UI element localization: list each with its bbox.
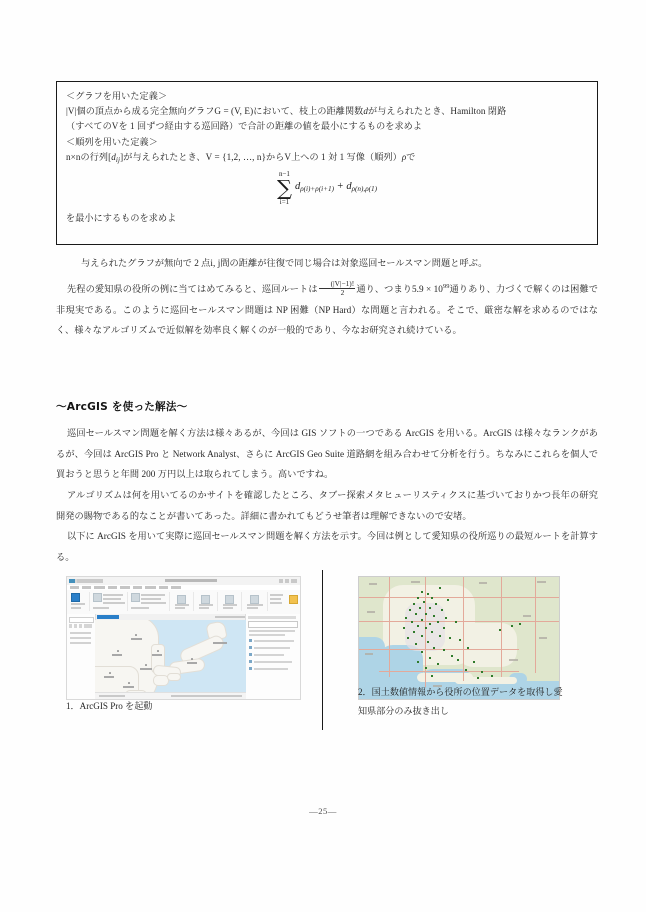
summation-expression	[277, 170, 377, 206]
quick-access-toolbar-icon[interactable]	[69, 579, 103, 583]
perm-def-line1-part-b: が与えられたとき、V = {1,2, …, n}からV上への 1 対 1 写像（順列）	[123, 151, 402, 162]
catalog-pane[interactable]	[245, 614, 300, 699]
place-label	[479, 582, 487, 584]
office-marker	[407, 637, 409, 639]
paragraph-algorithm: アルゴリズムは何を用いてるのかサイトを確認したところ、タブー探索メタヒューリスティクスに基づいておりかつ長年の研究開発の賜物である的なことが書いてあった。詳細に書かれてもどうせ筆者は理解できないので安堵。	[56, 490, 598, 521]
selection-item-1[interactable]	[141, 594, 165, 596]
office-marker	[425, 667, 427, 669]
office-marker	[445, 617, 447, 619]
formula-term-2: d	[346, 180, 352, 192]
office-marker	[421, 651, 423, 653]
city-label	[131, 638, 142, 640]
china-east-coast	[95, 666, 139, 693]
office-marker	[403, 627, 405, 629]
perm-def-rho-symbol: ρ	[401, 151, 407, 162]
city-label	[140, 668, 152, 670]
office-marker	[435, 603, 437, 605]
office-marker	[431, 597, 433, 599]
catalog-item-icon-1[interactable]	[249, 639, 252, 642]
arcgis-pro-window	[66, 576, 301, 700]
navigate-item-2[interactable]	[103, 598, 121, 600]
ribbon-group-labeling[interactable]	[195, 592, 218, 611]
city-marker	[109, 672, 111, 674]
catalog-item-icon-2[interactable]	[249, 646, 252, 649]
office-marker	[413, 603, 415, 605]
office-marker	[441, 609, 443, 611]
formula-term-1-subscript: ρ(i)+ρ(i+1)	[300, 184, 334, 193]
city-marker	[157, 650, 159, 652]
city-label	[152, 654, 162, 656]
office-marker	[467, 647, 469, 649]
ribbon-tab-insert[interactable]	[94, 586, 105, 589]
office-marker	[511, 625, 513, 627]
inquiry-label	[175, 604, 189, 606]
city-label	[104, 676, 114, 678]
office-marker	[431, 631, 433, 633]
summation-body	[292, 181, 377, 195]
sigma-symbol-group	[277, 170, 292, 206]
office-marker	[429, 657, 431, 659]
eastern-plain	[457, 623, 517, 667]
figure-aichi-office-points	[358, 576, 560, 700]
para2-part-c: 通りあり、力づくで解くのは困難で非現実である。このように巡回セールスマン問題は NP 困難（NP Hard）な問題と言われる。そこで、厳密な解を求めるのではなく、様々なアルゴリズムで近似解を効率良く解くのが一般的であり、今なお研究され続けている。	[56, 284, 598, 336]
catalog-item-label-1[interactable]	[254, 640, 294, 642]
office-marker	[457, 659, 459, 661]
perm-def-line1-part-a: n×nの行列	[66, 151, 109, 162]
settings-item-3[interactable]	[270, 602, 282, 604]
city-marker	[191, 658, 193, 660]
ribbon-tab-edit[interactable]	[133, 586, 142, 589]
para2-part-b: 通り、つまり5.9 × 10	[356, 284, 443, 295]
select-icon[interactable]	[131, 593, 140, 602]
catalog-item-icon-4[interactable]	[249, 660, 252, 663]
ribbon-group-navigate[interactable]	[91, 592, 128, 611]
ribbon-group-offline[interactable]	[219, 592, 242, 611]
offline-label	[223, 604, 237, 606]
graph-def-line1-part-a: |V|個の頂点から成る完全無向グラフG = (V, E)において、枝上の距離関数	[66, 106, 364, 117]
road-line-vertical	[535, 577, 536, 673]
office-marker	[443, 627, 445, 629]
ribbon-tab-help[interactable]	[171, 586, 181, 589]
ribbon-group-selection[interactable]	[129, 592, 170, 611]
place-label	[523, 615, 531, 617]
office-marker	[465, 669, 467, 671]
office-marker	[429, 607, 431, 609]
office-marker	[415, 643, 417, 645]
place-label	[411, 581, 420, 583]
explore-icon[interactable]	[93, 593, 102, 602]
ribbon-tab-analysis[interactable]	[108, 586, 117, 589]
map-canvas[interactable]	[95, 620, 246, 693]
animation-label	[247, 604, 263, 606]
navigate-group-label	[93, 607, 109, 609]
office-marker	[413, 631, 415, 633]
perm-def-matrix-symbol: d	[111, 151, 116, 162]
formula-plus-sign: +	[336, 180, 344, 192]
fraction-denominator: 2	[340, 288, 345, 298]
place-label	[509, 659, 518, 661]
settings-item-2[interactable]	[270, 598, 281, 600]
offline-icon[interactable]	[225, 595, 234, 604]
road-line	[379, 671, 519, 672]
road-line-vertical	[463, 577, 464, 681]
office-marker	[417, 661, 419, 663]
office-marker	[409, 609, 411, 611]
summation-formula	[66, 170, 588, 210]
ribbon-panel[interactable]	[67, 590, 300, 615]
office-marker	[427, 641, 429, 643]
office-marker	[421, 635, 423, 637]
office-marker	[405, 617, 407, 619]
office-marker	[519, 623, 521, 625]
selection-item-2[interactable]	[141, 598, 161, 600]
catalog-section-heading	[249, 630, 295, 632]
city-marker	[128, 682, 130, 684]
office-marker	[437, 621, 439, 623]
catalog-item-label-3[interactable]	[254, 654, 284, 656]
place-label	[539, 637, 547, 639]
route-count-fraction	[318, 280, 357, 298]
warning-icon[interactable]	[289, 595, 298, 604]
office-marker	[433, 647, 435, 649]
city-label	[187, 662, 197, 664]
fraction-numerator: (|V|−1)!	[319, 280, 356, 290]
paragraph-method-preview: 以下に ArcGIS を用いて実際に巡回セールスマン問題を解く方法を示す。今回は例として愛知県の役所巡りの最短ルートを計算する。	[56, 531, 598, 562]
ribbon-tab-imagery[interactable]	[145, 586, 156, 589]
shikoku-landmass	[167, 673, 181, 681]
city-marker	[135, 634, 137, 636]
office-marker	[451, 655, 453, 657]
road-line-vertical	[389, 577, 390, 677]
office-marker	[473, 661, 475, 663]
place-label	[369, 583, 377, 585]
contents-pane[interactable]	[67, 614, 96, 699]
ribbon-group-animation[interactable]	[243, 592, 268, 611]
paste-icon[interactable]	[71, 593, 80, 602]
paragraph-symmetric-tsp: 与えられたグラフが無向で 2 点i, j間の距離が往復で同じ場合は対象巡回セールスマン問題と呼ぶ。	[81, 258, 488, 268]
office-marker	[421, 619, 423, 621]
para2-part-a: 先程の愛知県の役所の例に当てはめてみると、巡回ルートは	[67, 284, 318, 295]
inquiry-sublabel	[175, 607, 185, 609]
paragraph-arcgis-intro: 巡回セールスマン問題を解く方法は様々あるが、今回は GIS ソフトの一つである ArcGIS を用いる。ArcGIS は様々なランクがあるが、今回は ArcGIS Pro と Network Analyst、さらに ArcGIS Geo Suite 道路網を組み合わせて分析を行う。ちなみにこれらを個人で買おうと思うと年間 200 万円以上は取られてしまう。高いですね。	[56, 428, 598, 480]
summation-lower-limit: i=1	[279, 197, 290, 206]
offline-sublabel	[223, 607, 233, 609]
office-marker	[447, 599, 449, 601]
office-marker	[425, 613, 427, 615]
sigma-icon: ∑	[276, 175, 292, 200]
office-marker	[443, 649, 445, 651]
summation-upper-limit: n−1	[278, 169, 290, 178]
labeling-label	[199, 604, 213, 606]
permutation-definition-title: ＜順列を用いた定義＞	[66, 136, 158, 147]
measure-icon[interactable]	[177, 595, 186, 604]
office-marker	[411, 621, 413, 623]
office-marker	[429, 623, 431, 625]
ribbon-group-clipboard[interactable]	[69, 592, 90, 611]
contents-toolbar-icons[interactable]	[69, 624, 92, 628]
animation-sublabel	[247, 607, 258, 609]
graph-def-line1-part-b: が与えられたとき、Hamilton 閉路	[368, 106, 507, 117]
ribbon-group-alert[interactable]	[287, 592, 299, 611]
page-number: —25—	[309, 806, 337, 816]
catalog-item-icon-3[interactable]	[249, 653, 252, 656]
office-marker	[455, 621, 457, 623]
perm-def-line1-part-c: で	[406, 151, 416, 162]
catalog-item-label-2[interactable]	[254, 647, 290, 649]
office-marker	[427, 593, 429, 595]
figure-arcgis-pro-startup	[66, 576, 301, 700]
labeling-sublabel	[199, 607, 209, 609]
city-marker	[145, 664, 147, 666]
office-marker	[439, 587, 441, 589]
ribbon-tab-project[interactable]	[70, 586, 79, 589]
section-heading-arcgis: ～ArcGIS を使った解法～	[56, 401, 188, 413]
ribbon-tab-share[interactable]	[159, 586, 168, 589]
office-marker	[433, 615, 435, 617]
ribbon-group-settings[interactable]	[269, 592, 285, 611]
clipboard-sublabel	[71, 607, 81, 609]
catalog-item-label-4[interactable]	[254, 661, 292, 663]
place-label	[367, 611, 375, 613]
paragraph-np-hard	[56, 277, 598, 341]
clipboard-label	[71, 603, 85, 605]
contents-search-input[interactable]	[69, 617, 94, 623]
place-label	[537, 581, 546, 583]
office-marker	[449, 637, 451, 639]
office-marker	[499, 629, 501, 631]
office-marker	[481, 671, 483, 673]
graph-definition-line-1	[66, 104, 588, 119]
office-marker	[417, 597, 419, 599]
office-marker	[417, 625, 419, 627]
road-line-vertical	[501, 577, 502, 677]
city-label	[112, 654, 122, 656]
contents-layer-tree[interactable]	[70, 632, 91, 648]
graph-def-distance-function-symbol: d	[363, 106, 369, 117]
city-label	[123, 686, 134, 688]
map-view-tab-active[interactable]	[97, 615, 119, 619]
labeling-icon[interactable]	[201, 595, 210, 604]
catalog-subheading	[249, 634, 285, 636]
office-marker	[425, 627, 427, 629]
graph-definition-line-2: （すべてのVを 1 回ずつ経由する巡回路）で合計の距離の値を最小にするものを求めよ	[66, 121, 423, 132]
catalog-search-input[interactable]	[248, 621, 298, 628]
road-line	[359, 649, 519, 650]
navigate-item-1[interactable]	[103, 594, 123, 596]
ribbon-group-inquiry[interactable]	[171, 592, 194, 611]
office-marker	[439, 635, 441, 637]
column-divider	[322, 570, 323, 730]
animation-icon[interactable]	[250, 595, 259, 604]
figure-1-caption: 1．ArcGIS Pro を起動	[66, 701, 153, 711]
graph-definition-title: ＜グラフを用いた定義＞	[66, 91, 168, 101]
ribbon-tab-view[interactable]	[120, 586, 130, 589]
navigate-item-3[interactable]	[103, 602, 125, 604]
settings-item-1[interactable]	[270, 594, 283, 596]
office-marker	[459, 639, 461, 641]
office-marker	[421, 591, 423, 593]
catalog-item-icon-5[interactable]	[249, 667, 252, 670]
sea-of-japan-label	[213, 642, 227, 644]
ribbon-tab-map[interactable]	[82, 586, 91, 589]
office-marker	[437, 663, 439, 665]
permutation-definition-closing: を最小にするものを求めよ	[66, 212, 177, 223]
exponent-99: 99	[442, 283, 450, 290]
office-marker	[431, 675, 433, 677]
window-title-text	[165, 579, 217, 582]
window-controls-icon[interactable]	[279, 579, 297, 583]
formula-term-1: d	[294, 180, 301, 192]
office-marker	[415, 613, 417, 615]
office-marker	[419, 607, 421, 609]
aichi-topo-map[interactable]	[359, 577, 559, 699]
catalog-item-label-5[interactable]	[254, 668, 288, 670]
city-marker	[117, 650, 119, 652]
permutation-definition-line-1: n×nの行列$[d_{ij}]$が与えられたとき、V = {1,2, …, n}からV上への 1 対 1 写像（順列）ρで	[66, 151, 416, 164]
selection-item-3[interactable]	[141, 602, 166, 604]
office-marker	[477, 677, 479, 679]
catalog-pane-title	[248, 616, 296, 619]
formula-term-2-subscript: ρ(n),ρ(1)	[351, 184, 378, 193]
office-marker	[423, 601, 425, 603]
perm-def-matrix-subscript: ij	[115, 155, 121, 164]
road-line-vertical	[425, 577, 426, 687]
definition-box	[56, 81, 598, 245]
figure-2-caption: 2．国土数値情報から役所の位置データを取得し愛知県部分のみ抜き出し	[358, 687, 563, 716]
office-marker	[491, 675, 493, 677]
place-label	[365, 653, 373, 655]
selection-group-label	[131, 607, 149, 609]
